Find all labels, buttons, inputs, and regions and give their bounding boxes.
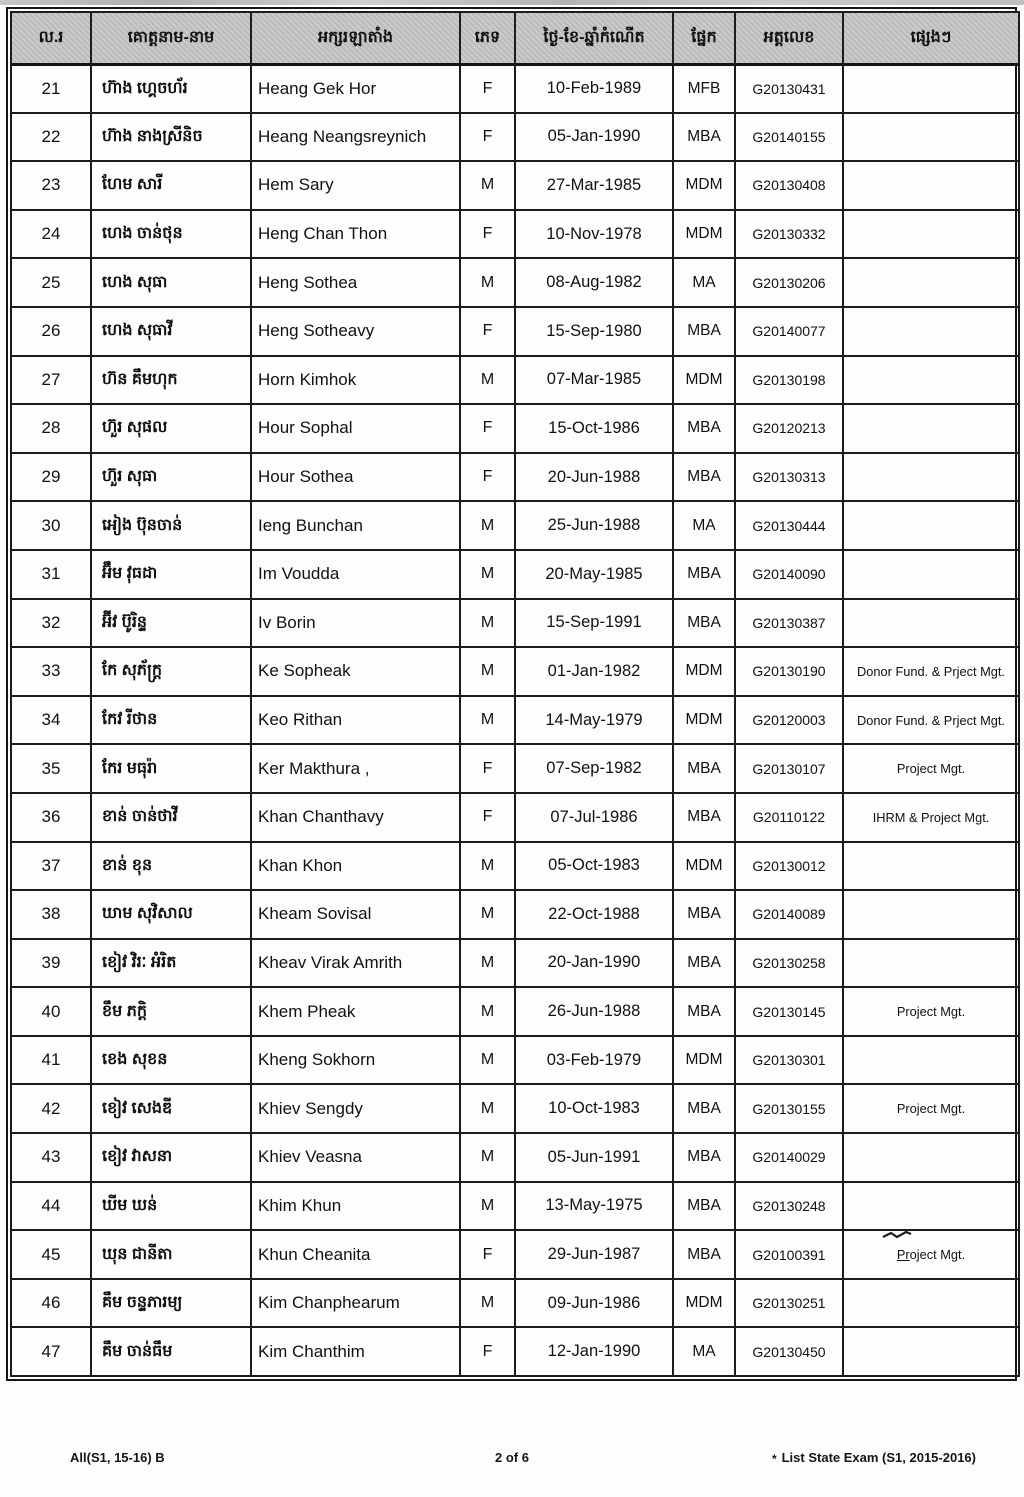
cell-dob: 05-Jun-1991: [515, 1133, 673, 1182]
cell-program: MBA: [673, 550, 735, 599]
cell-gender: M: [460, 890, 515, 939]
table-row: [11, 161, 1019, 210]
cell-latin-name: Khiev Veasna: [251, 1133, 460, 1182]
col-header-dob: ថ្ងៃ-ខែ-ឆ្នាំកំណើត: [515, 12, 673, 64]
cell-gender: M: [460, 258, 515, 307]
cell-gender: F: [460, 307, 515, 356]
cell-latin-name: Im Voudda: [251, 550, 460, 599]
cell-remark: [843, 64, 1019, 113]
cell-id-number: G20130155: [735, 1084, 843, 1133]
cell-dob: 07-Mar-1985: [515, 356, 673, 405]
table-row: [11, 744, 1019, 793]
cell-row-no: 46: [11, 1279, 91, 1328]
remark-text: Donor Fund. & Prject Mgt.: [857, 663, 1005, 679]
cell-dob: 03-Feb-1979: [515, 1036, 673, 1085]
cell-dob: 20-Jun-1988: [515, 453, 673, 502]
cell-remark: [843, 939, 1019, 988]
cell-row-no: 23: [11, 161, 91, 210]
cell-khmer-name: ខៀវ វិរៈ អំរិត: [91, 939, 251, 988]
cell-dob: 27-Mar-1985: [515, 161, 673, 210]
cell-latin-name: Kim Chanphearum: [251, 1279, 460, 1328]
cell-latin-name: Horn Kimhok: [251, 356, 460, 405]
cell-id-number: G20120003: [735, 696, 843, 745]
cell-dob: 14-May-1979: [515, 696, 673, 745]
cell-khmer-name: ហ៊ន គឹមហុក: [91, 356, 251, 405]
cell-row-no: 27: [11, 356, 91, 405]
remark-text: IHRM & Project Mgt.: [872, 809, 990, 825]
cell-dob: 15-Sep-1980: [515, 307, 673, 356]
cell-gender: M: [460, 356, 515, 405]
cell-remark: [843, 1279, 1019, 1328]
cell-row-no: 39: [11, 939, 91, 988]
cell-khmer-name: ហ៊ាង នាងស្រីនិច: [91, 113, 251, 162]
cell-latin-name: Keo Rithan: [251, 696, 460, 745]
cell-latin-name: Khem Pheak: [251, 987, 460, 1036]
cell-remark: [843, 453, 1019, 502]
cell-latin-name: Iv Borin: [251, 599, 460, 648]
cell-gender: F: [460, 113, 515, 162]
table-row: [11, 1084, 1019, 1133]
cell-id-number: G20110122: [735, 793, 843, 842]
table-row: [11, 404, 1019, 453]
cell-id-number: G20130107: [735, 744, 843, 793]
cell-program: MBA: [673, 404, 735, 453]
remark-text: Donor Fund. & Prject Mgt.: [857, 712, 1005, 728]
cell-remark: [843, 1182, 1019, 1231]
page-footer: [0, 1450, 1024, 1470]
cell-dob: 13-May-1975: [515, 1182, 673, 1231]
table-row: [11, 258, 1019, 307]
cell-remark: [843, 647, 1019, 696]
table-row: [11, 210, 1019, 259]
cell-khmer-name: ហ៊ួរ សុផល: [91, 404, 251, 453]
cell-gender: M: [460, 1036, 515, 1085]
cell-program: MA: [673, 1327, 735, 1376]
cell-khmer-name: អ៊ីវ ប៊ូរិន្ទ: [91, 599, 251, 648]
cell-latin-name: Kheav Virak Amrith: [251, 939, 460, 988]
table-row: [11, 1036, 1019, 1085]
cell-dob: 15-Oct-1986: [515, 404, 673, 453]
cell-dob: 10-Nov-1978: [515, 210, 673, 259]
cell-row-no: 44: [11, 1182, 91, 1231]
table-row: [11, 939, 1019, 988]
cell-row-no: 40: [11, 987, 91, 1036]
cell-gender: M: [460, 550, 515, 599]
cell-dob: 01-Jan-1982: [515, 647, 673, 696]
cell-latin-name: Hour Sophal: [251, 404, 460, 453]
cell-id-number: G20130248: [735, 1182, 843, 1231]
table-row: [11, 356, 1019, 405]
cell-dob: 15-Sep-1991: [515, 599, 673, 648]
cell-gender: M: [460, 939, 515, 988]
remark-text: Project Mgt.: [896, 1247, 966, 1263]
cell-row-no: 33: [11, 647, 91, 696]
cell-id-number: G20130408: [735, 161, 843, 210]
cell-id-number: G20130206: [735, 258, 843, 307]
table-row: [11, 1327, 1019, 1376]
cell-remark: [843, 1133, 1019, 1182]
cell-gender: F: [460, 453, 515, 502]
cell-id-number: G20130190: [735, 647, 843, 696]
cell-id-number: G20130444: [735, 501, 843, 550]
cell-khmer-name: ហ៊ាង ហ្គេចហ័រ: [91, 64, 251, 113]
cell-id-number: G20130332: [735, 210, 843, 259]
cell-gender: F: [460, 210, 515, 259]
cell-gender: M: [460, 1133, 515, 1182]
cell-id-number: G20140029: [735, 1133, 843, 1182]
cell-gender: M: [460, 647, 515, 696]
cell-program: MBA: [673, 307, 735, 356]
cell-latin-name: Heang Gek Hor: [251, 64, 460, 113]
cell-remark: [843, 356, 1019, 405]
cell-remark: [843, 1230, 1019, 1279]
cell-row-no: 42: [11, 1084, 91, 1133]
cell-row-no: 34: [11, 696, 91, 745]
cell-remark: [843, 1036, 1019, 1085]
table-row: [11, 453, 1019, 502]
cell-dob: 12-Jan-1990: [515, 1327, 673, 1376]
cell-latin-name: Hem Sary: [251, 161, 460, 210]
cell-remark: [843, 161, 1019, 210]
cell-remark: [843, 744, 1019, 793]
cell-remark: [843, 1327, 1019, 1376]
cell-gender: F: [460, 404, 515, 453]
footer-page-number: 2 of 6: [495, 1450, 529, 1465]
cell-program: MBA: [673, 939, 735, 988]
footer-list-label-text: List State Exam (S1, 2015-2016): [781, 1450, 976, 1465]
cell-dob: 26-Jun-1988: [515, 987, 673, 1036]
cell-gender: M: [460, 696, 515, 745]
table-row: [11, 793, 1019, 842]
table-row: [11, 1182, 1019, 1231]
cell-latin-name: Kheam Sovisal: [251, 890, 460, 939]
cell-row-no: 43: [11, 1133, 91, 1182]
cell-khmer-name: ឃុន ជានីតា: [91, 1230, 251, 1279]
remark-text: Project Mgt.: [896, 1004, 966, 1020]
cell-id-number: G20130313: [735, 453, 843, 502]
cell-program: MDM: [673, 1036, 735, 1085]
cell-gender: M: [460, 842, 515, 891]
table-row: [11, 696, 1019, 745]
cell-id-number: G20130198: [735, 356, 843, 405]
cell-khmer-name: ហែម សារី: [91, 161, 251, 210]
table-row: [11, 842, 1019, 891]
table-body: [11, 64, 1019, 1376]
cell-row-no: 31: [11, 550, 91, 599]
table-row: [11, 64, 1019, 113]
cell-dob: 08-Aug-1982: [515, 258, 673, 307]
cell-program: MDM: [673, 647, 735, 696]
cell-program: MDM: [673, 842, 735, 891]
cell-gender: M: [460, 599, 515, 648]
table-row: [11, 550, 1019, 599]
cell-remark: [843, 113, 1019, 162]
cell-khmer-name: ខេង សុខន: [91, 1036, 251, 1085]
cell-dob: 07-Jul-1986: [515, 793, 673, 842]
cell-row-no: 26: [11, 307, 91, 356]
cell-id-number: G20120213: [735, 404, 843, 453]
cell-id-number: G20130301: [735, 1036, 843, 1085]
cell-program: MBA: [673, 1182, 735, 1231]
cell-row-no: 29: [11, 453, 91, 502]
cell-program: MDM: [673, 356, 735, 405]
cell-program: MBA: [673, 113, 735, 162]
col-header-remark: ផ្សេងៗ: [843, 12, 1019, 64]
cell-row-no: 41: [11, 1036, 91, 1085]
cell-latin-name: Khan Khon: [251, 842, 460, 891]
cell-gender: M: [460, 1182, 515, 1231]
cell-latin-name: Heang Neangsreynich: [251, 113, 460, 162]
cell-dob: 29-Jun-1987: [515, 1230, 673, 1279]
table-row: [11, 1279, 1019, 1328]
table-row: [11, 501, 1019, 550]
cell-gender: M: [460, 501, 515, 550]
cell-remark: [843, 404, 1019, 453]
cell-program: MFB: [673, 64, 735, 113]
table-row: [11, 599, 1019, 648]
cell-id-number: G20140155: [735, 113, 843, 162]
table-row: [11, 113, 1019, 162]
cell-program: MBA: [673, 744, 735, 793]
exam-list-table: [10, 11, 1020, 1377]
cell-dob: 25-Jun-1988: [515, 501, 673, 550]
cell-dob: 07-Sep-1982: [515, 744, 673, 793]
cell-latin-name: Heng Sotheavy: [251, 307, 460, 356]
cell-khmer-name: ឃីម ឃន់: [91, 1182, 251, 1231]
cell-dob: 09-Jun-1986: [515, 1279, 673, 1328]
cell-dob: 10-Feb-1989: [515, 64, 673, 113]
cell-remark: [843, 307, 1019, 356]
cell-khmer-name: ខាន់ ខុន: [91, 842, 251, 891]
cell-remark: [843, 501, 1019, 550]
cell-remark: [843, 987, 1019, 1036]
exam-list-table-wrap: [6, 7, 1017, 1381]
cell-khmer-name: ហេង ចាន់ថុន: [91, 210, 251, 259]
cell-dob: 22-Oct-1988: [515, 890, 673, 939]
cell-remark: [843, 842, 1019, 891]
cell-remark: [843, 258, 1019, 307]
cell-id-number: G20130431: [735, 64, 843, 113]
cell-khmer-name: គឹម ចន្ទភារម្យ: [91, 1279, 251, 1328]
col-header-id-number: អត្តលេខ: [735, 12, 843, 64]
cell-row-no: 30: [11, 501, 91, 550]
cell-latin-name: Khim Khun: [251, 1182, 460, 1231]
cell-id-number: G20100391: [735, 1230, 843, 1279]
cell-latin-name: Kheng Sokhorn: [251, 1036, 460, 1085]
cell-remark: [843, 1084, 1019, 1133]
cell-program: MDM: [673, 161, 735, 210]
cell-program: MBA: [673, 1084, 735, 1133]
cell-remark: [843, 890, 1019, 939]
cell-latin-name: Ieng Bunchan: [251, 501, 460, 550]
cell-id-number: G20130450: [735, 1327, 843, 1376]
cell-program: MDM: [673, 696, 735, 745]
cell-id-number: G20130251: [735, 1279, 843, 1328]
cell-khmer-name: កែរ មធុរ៉ា: [91, 744, 251, 793]
cell-id-number: G20130258: [735, 939, 843, 988]
cell-remark: [843, 696, 1019, 745]
cell-latin-name: Khiev Sengdy: [251, 1084, 460, 1133]
cell-program: MA: [673, 501, 735, 550]
table-row: [11, 307, 1019, 356]
cell-khmer-name: ខាន់ ចាន់ថាវី: [91, 793, 251, 842]
cell-latin-name: Hour Sothea: [251, 453, 460, 502]
cell-khmer-name: ខៀវ វាសនា: [91, 1133, 251, 1182]
cell-id-number: G20140090: [735, 550, 843, 599]
cell-row-no: 25: [11, 258, 91, 307]
cell-program: MA: [673, 258, 735, 307]
cell-latin-name: Heng Chan Thon: [251, 210, 460, 259]
cell-dob: 20-May-1985: [515, 550, 673, 599]
cell-row-no: 37: [11, 842, 91, 891]
cell-latin-name: Ke Sopheak: [251, 647, 460, 696]
remark-text: Project Mgt.: [896, 761, 966, 777]
cell-khmer-name: កែវ រីថាន: [91, 696, 251, 745]
cell-gender: F: [460, 1230, 515, 1279]
cell-program: MDM: [673, 1279, 735, 1328]
cell-latin-name: Kim Chanthim: [251, 1327, 460, 1376]
scan-artifact-top: [0, 0, 1024, 5]
cell-khmer-name: ខៀវ សេងឌី: [91, 1084, 251, 1133]
cell-gender: M: [460, 1084, 515, 1133]
cell-latin-name: Khan Chanthavy: [251, 793, 460, 842]
cell-khmer-name: ហេង សុធាវី: [91, 307, 251, 356]
cell-id-number: G20140077: [735, 307, 843, 356]
cell-latin-name: Ker Makthura ,: [251, 744, 460, 793]
cell-row-no: 36: [11, 793, 91, 842]
cell-program: MBA: [673, 793, 735, 842]
cell-id-number: G20130387: [735, 599, 843, 648]
cell-program: MBA: [673, 599, 735, 648]
cell-row-no: 22: [11, 113, 91, 162]
cell-dob: 05-Jan-1990: [515, 113, 673, 162]
col-header-gender: ភេទ: [460, 12, 515, 64]
footer-file-label: All(S1, 15-16) B: [70, 1450, 165, 1465]
table-header-row: [11, 12, 1019, 64]
cell-row-no: 32: [11, 599, 91, 648]
cell-program: MBA: [673, 1230, 735, 1279]
col-header-program: ផ្នែក: [673, 12, 735, 64]
col-header-latin-name: អក្សរឡាតាំង: [251, 12, 460, 64]
cell-remark: [843, 210, 1019, 259]
cell-program: MBA: [673, 987, 735, 1036]
cell-latin-name: Khun Cheanita: [251, 1230, 460, 1279]
cell-program: MBA: [673, 453, 735, 502]
cell-gender: F: [460, 1327, 515, 1376]
cell-program: MBA: [673, 1133, 735, 1182]
cell-remark: [843, 599, 1019, 648]
ink-scribble-mark: [882, 1230, 912, 1236]
cell-gender: F: [460, 744, 515, 793]
cell-row-no: 47: [11, 1327, 91, 1376]
col-header-khmer-name: គោត្តនាម-នាម: [91, 12, 251, 64]
cell-row-no: 28: [11, 404, 91, 453]
cell-gender: F: [460, 64, 515, 113]
cell-dob: 20-Jan-1990: [515, 939, 673, 988]
footer-bullet-icon: *: [771, 1452, 777, 1466]
table-row: [11, 1133, 1019, 1182]
table-row: [11, 890, 1019, 939]
footer-list-label: [772, 1450, 976, 1465]
cell-khmer-name: គឹម ចាន់ធឹម: [91, 1327, 251, 1376]
cell-khmer-name: អ៊ឹម វុធដា: [91, 550, 251, 599]
cell-khmer-name: ខឹម ភក្តិ: [91, 987, 251, 1036]
cell-dob: 10-Oct-1983: [515, 1084, 673, 1133]
table-row: [11, 987, 1019, 1036]
cell-khmer-name: ហ៊ួរ សុធា: [91, 453, 251, 502]
cell-row-no: 35: [11, 744, 91, 793]
cell-id-number: G20140089: [735, 890, 843, 939]
table-row: [11, 1230, 1019, 1279]
cell-id-number: G20130012: [735, 842, 843, 891]
cell-program: MBA: [673, 890, 735, 939]
cell-row-no: 24: [11, 210, 91, 259]
cell-gender: F: [460, 793, 515, 842]
cell-gender: M: [460, 987, 515, 1036]
cell-row-no: 38: [11, 890, 91, 939]
cell-gender: M: [460, 161, 515, 210]
cell-gender: M: [460, 1279, 515, 1328]
table-row: [11, 647, 1019, 696]
cell-row-no: 45: [11, 1230, 91, 1279]
cell-dob: 05-Oct-1983: [515, 842, 673, 891]
cell-row-no: 21: [11, 64, 91, 113]
cell-remark: [843, 550, 1019, 599]
cell-khmer-name: ហេង សុធា: [91, 258, 251, 307]
col-header-no: ល.រ: [11, 12, 91, 64]
cell-program: MDM: [673, 210, 735, 259]
cell-khmer-name: កែ សុភ័ក្រ្ត: [91, 647, 251, 696]
remark-text: Project Mgt.: [896, 1101, 966, 1117]
cell-khmer-name: អៀង ប៊ុនចាន់: [91, 501, 251, 550]
cell-remark: [843, 793, 1019, 842]
cell-khmer-name: ឃាម សុវិសាល: [91, 890, 251, 939]
cell-id-number: G20130145: [735, 987, 843, 1036]
cell-latin-name: Heng Sothea: [251, 258, 460, 307]
